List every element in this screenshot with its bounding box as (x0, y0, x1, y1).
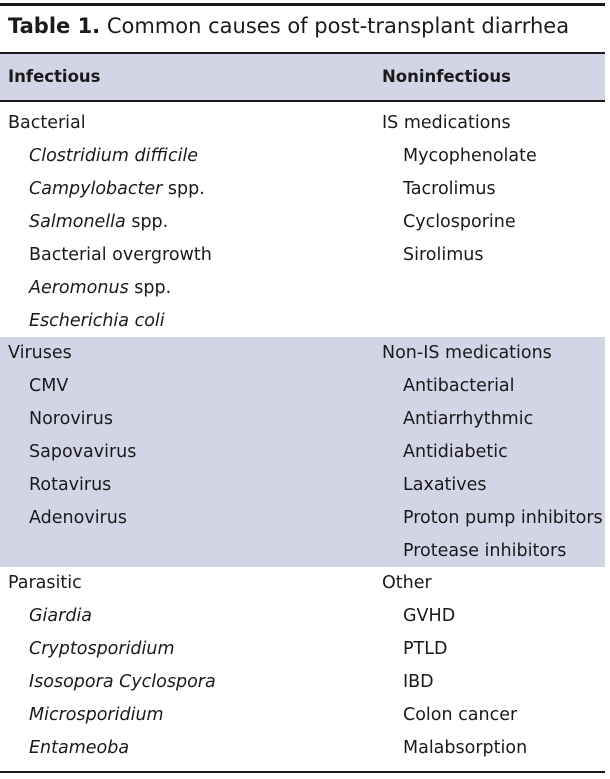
group-viruses (0, 337, 605, 567)
list-item: Cryptosporidium (29, 639, 175, 659)
list-item: Giardia (29, 606, 93, 626)
item-italic: Aeromonus (29, 278, 129, 298)
list-item: Entameoba (29, 738, 130, 758)
table-caption (8, 10, 608, 42)
list-item (29, 206, 168, 239)
list-item: CMV (29, 376, 69, 396)
table-title: Common causes of post-transplant diarrhea (106, 14, 570, 38)
list-item: Adenovirus (29, 508, 127, 528)
item-italic: Escherichia coli (29, 311, 165, 331)
item-italic: Clostridium difficile (29, 146, 199, 166)
list-item: Laxatives (403, 475, 487, 495)
list-item: Protease inhibitors (403, 541, 567, 561)
list-item: Isosopora Cyclospora (29, 672, 216, 692)
list-item (29, 173, 205, 206)
list-item: IBD (403, 672, 434, 692)
header-infectious: Infectious (8, 67, 101, 86)
category-heading: Parasitic (8, 573, 82, 593)
list-item: Rotavirus (29, 475, 112, 495)
top-rule (0, 3, 605, 6)
list-item (29, 140, 198, 173)
list-item: Antiarrhythmic (403, 409, 534, 429)
category-heading: Non-IS medications (382, 343, 552, 363)
group-parasitic (0, 567, 605, 767)
list-item: GVHD (403, 606, 456, 626)
list-item (29, 305, 165, 338)
list-item (29, 272, 171, 305)
list-item: Sapovavirus (29, 442, 137, 462)
list-item (29, 239, 212, 272)
table-header (0, 52, 605, 102)
category-heading: Other (382, 573, 432, 593)
group-bacterial (0, 107, 605, 338)
list-item: Colon cancer (403, 705, 518, 725)
table-number: Table 1. (8, 14, 101, 38)
bottom-rule (0, 771, 605, 773)
list-item: Malabsorption (403, 738, 528, 758)
list-item: Proton pump inhibitors (403, 508, 603, 528)
item-italic: Salmonella (29, 212, 126, 232)
list-item: Antidiabetic (403, 442, 508, 462)
list-item: Microsporidium (29, 705, 164, 725)
item-text: spp. (125, 212, 169, 232)
category-heading: Viruses (8, 343, 72, 363)
list-item: PTLD (403, 639, 448, 659)
list-item: Mycophenolate (403, 146, 537, 166)
header-noninfectious: Noninfectious (382, 67, 511, 86)
list-item: Tacrolimus (403, 179, 496, 199)
category-heading: Bacterial (8, 113, 86, 133)
list-item: Antibacterial (403, 376, 515, 396)
item-text: spp. (162, 179, 205, 199)
category-heading: IS medications (382, 113, 511, 133)
list-item: Norovirus (29, 409, 113, 429)
list-item: Cyclosporine (403, 212, 516, 232)
item-text: spp. (128, 278, 172, 298)
item-text: Bacterial overgrowth (29, 245, 212, 265)
list-item: Sirolimus (403, 245, 484, 265)
item-italic: Campylobacter (29, 179, 163, 199)
